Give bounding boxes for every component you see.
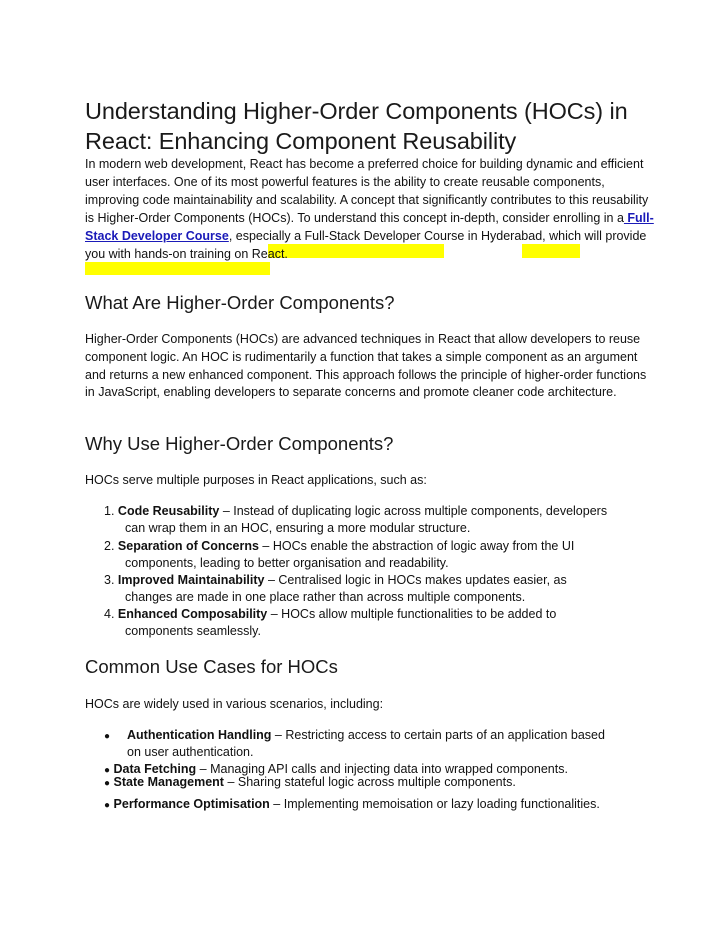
bullet-icon: ●: [104, 731, 111, 742]
page-title: [85, 96, 685, 156]
list-item: ● Data Fetching – Managing API calls and injecting data into wrapped components.: [104, 762, 568, 776]
highlight-mark: [85, 262, 270, 275]
list-item-title: Performance Optimisation: [113, 797, 270, 811]
list-item: 4. Enhanced Composability – HOCs allow multiple functionalities to be added to components seamlessly.: [104, 607, 557, 639]
section-heading-common-use-cases: Common Use Cases for HOCs: [85, 656, 338, 677]
intro-paragraph: [85, 155, 660, 263]
list-item: ● Authentication Handling – Restricting access to certain parts of an application based on user authentication.: [104, 728, 605, 760]
list-item-title: State Management: [113, 775, 224, 789]
bullet-icon: ●: [104, 800, 111, 811]
list-item: 1. Code Reusability – Instead of duplicating logic across multiple components, developers can wrap them in an HOC, ensuring a more modular structure.: [104, 504, 608, 536]
section-heading-what-are-hocs: What Are Higher-Order Components?: [85, 292, 395, 313]
section-heading-why-use-hocs: Why Use Higher-Order Components?: [85, 433, 394, 454]
section-body-what-are-hocs: Higher-Order Components (HOCs) are advanced techniques in React that allow developers to reuse component logic. An HOC is rudimentarily a function that takes a simple component as an argument and returns a new enhanced component. This approach follows the principle of higher-order functions in JavaScript, enabling developers to separate concerns and promote cleaner code architecture.: [85, 332, 647, 400]
list-item: ● Performance Optimisation – Implementing memoisation or lazy loading functionalities.: [104, 797, 600, 811]
list-item-title: Enhanced Composability: [117, 607, 268, 621]
bullet-icon: ●: [104, 765, 111, 776]
list-item-title: Improved Maintainability: [117, 573, 265, 587]
list-item: 3. Improved Maintainability – Centralised logic in HOCs makes updates easier, as changes are made in one place rather than across multiple components.: [104, 573, 567, 605]
list-item-title: Code Reusability: [117, 504, 220, 518]
list-item: 2. Separation of Concerns – HOCs enable the abstraction of logic away from the UI components, leading to better organisation and readability.: [104, 539, 575, 571]
list-item-title: Authentication Handling: [127, 728, 272, 742]
list-item-title: Separation of Concerns: [117, 539, 259, 553]
bullet-icon: ●: [104, 778, 111, 789]
section-intro-why-use-hocs: HOCs serve multiple purposes in React applications, such as:: [85, 473, 427, 487]
page-title-line-1: Understanding Higher-Order Components (HOCs) in: [85, 98, 628, 124]
full-stack-course-link[interactable]: Full-Stack Developer Course: [85, 211, 654, 243]
intro-text-continued: , especially a Full-Stack Developer Course in Hyderabad, which will provide you with hands-on training on React.: [85, 229, 647, 261]
list-item-title: Data Fetching: [113, 762, 197, 776]
intro-text: In modern web development, React has become a preferred choice for building dynamic and efficient user interfaces. One of its most powerful features is the ability to create reusable components, improving code maintainability and scalability. A concept that significantly contributes to this reusability is Higher-Order Components (HOCs). To understand this concept in-depth, consider enrolling in a: [85, 157, 649, 225]
page-title-line-2: React: Enhancing Component Reusability: [85, 128, 517, 154]
section-intro-common-use-cases: HOCs are widely used in various scenarios, including:: [85, 697, 384, 711]
list-item: ● State Management – Sharing stateful logic across multiple components.: [104, 775, 516, 789]
